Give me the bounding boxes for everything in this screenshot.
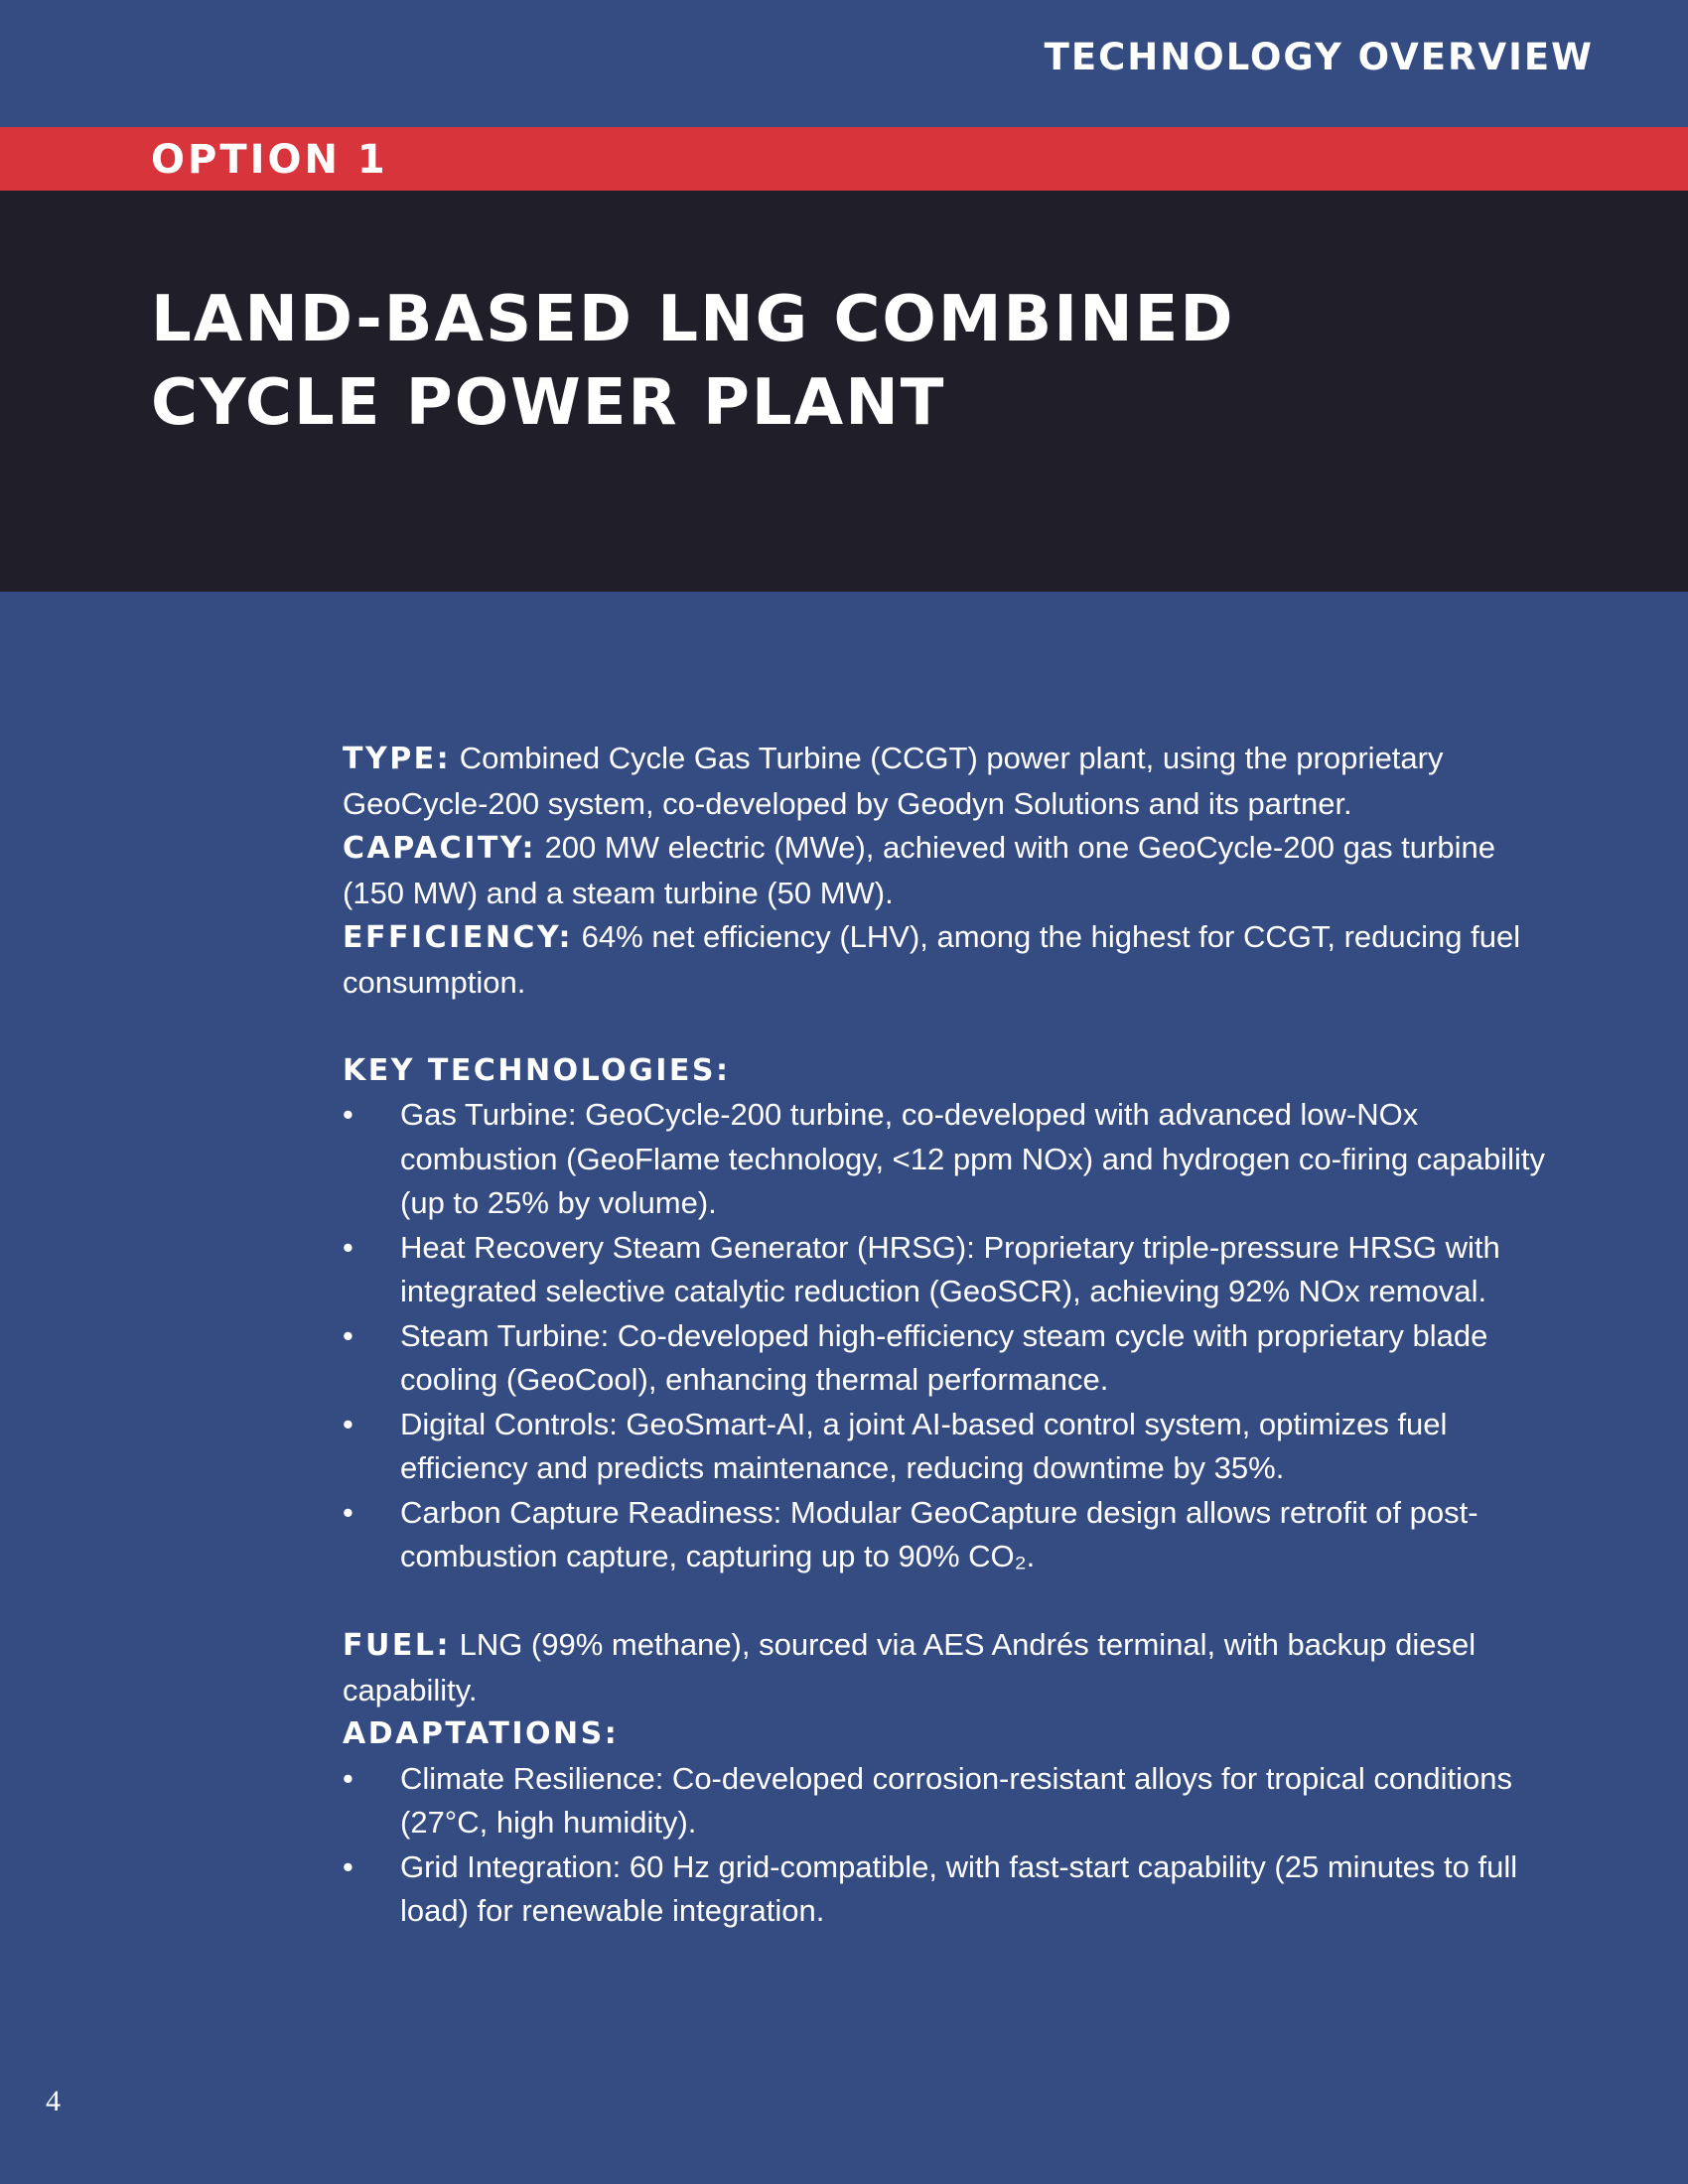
bullet-icon: •	[343, 1317, 353, 1353]
bullet-icon: •	[343, 1760, 353, 1796]
bullet-icon: •	[343, 1097, 353, 1132]
option-band	[0, 127, 1688, 191]
efficiency-paragraph	[343, 915, 1554, 1005]
list-item-text: Steam Turbine: Co-developed high-efficiency steam cycle with proprietary blade cooling (GeoCool), enhancing thermal performance.	[400, 1317, 1488, 1397]
list-item-text: Heat Recovery Steam Generator (HRSG): Proprietary triple-pressure HRSG with integrated selective catalytic reduction (GeoSCR), achieving 92% NOx removal.	[400, 1229, 1500, 1308]
adaptations-list	[343, 1757, 1554, 1934]
fuel-paragraph	[343, 1623, 1554, 1712]
page-title	[151, 278, 1442, 445]
spacer	[343, 1579, 1554, 1624]
title-panel	[0, 191, 1688, 592]
list-item	[343, 1093, 1554, 1226]
efficiency-label: EFFICIENCY:	[343, 920, 574, 955]
capacity-paragraph	[343, 826, 1554, 915]
bullet-icon: •	[343, 1494, 353, 1530]
list-item-text: Gas Turbine: GeoCycle-200 turbine, co-developed with advanced low-NOx combustion (GeoFlame technology, <12 ppm NOx) and hydrogen co-firing capability (up to 25% by volume).	[400, 1097, 1546, 1220]
capacity-text: 200 MW electric (MWe), achieved with one GeoCycle-200 gas turbine (150 MW) and a steam turbine (50 MW).	[343, 830, 1495, 910]
list-item	[343, 1757, 1554, 1845]
key-technologies-list	[343, 1093, 1554, 1579]
spacer	[343, 1005, 1554, 1049]
capacity-label: CAPACITY:	[343, 831, 536, 866]
list-item-text: Grid Integration: 60 Hz grid-compatible, with fast-start capability (25 minutes to full load) for renewable integration.	[400, 1848, 1518, 1928]
type-label: TYPE:	[343, 742, 452, 776]
list-item	[343, 1491, 1554, 1579]
page-title-line-1: LAND-BASED LNG COMBINED	[151, 283, 1235, 356]
list-item	[343, 1403, 1554, 1491]
bullet-icon: •	[343, 1406, 353, 1441]
efficiency-text: 64% net efficiency (LHV), among the highest for CCGT, reducing fuel consumption.	[343, 919, 1521, 1000]
list-item-text: Digital Controls: GeoSmart-AI, a joint AI-based control system, optimizes fuel efficiency and predicts maintenance, reducing downtime by 35%.	[400, 1406, 1448, 1485]
type-paragraph	[343, 737, 1554, 826]
page-title-line-2: CYCLE POWER PLANT	[151, 366, 946, 440]
page-number: 4	[46, 2085, 61, 2117]
bullet-icon: •	[343, 1229, 353, 1265]
list-item-text: Carbon Capture Readiness: Modular GeoCapture design allows retrofit of post-combustion capture, capturing up to 90% CO₂.	[400, 1494, 1478, 1573]
type-text: Combined Cycle Gas Turbine (CCGT) power plant, using the proprietary GeoCycle-200 system, co-developed by Geodyn Solutions and its partner.	[343, 741, 1444, 821]
option-label: OPTION 1	[151, 137, 388, 183]
list-item	[343, 1314, 1554, 1403]
bullet-icon: •	[343, 1848, 353, 1884]
section-label: TECHNOLOGY OVERVIEW	[1044, 36, 1594, 78]
fuel-label: FUEL:	[343, 1628, 451, 1663]
list-item	[343, 1845, 1554, 1934]
header-bar	[0, 0, 1688, 127]
list-item-text: Climate Resilience: Co-developed corrosion-resistant alloys for tropical conditions (27°C, high humidity).	[400, 1760, 1512, 1840]
list-item	[343, 1226, 1554, 1314]
fuel-text: LNG (99% methane), sourced via AES Andrés terminal, with backup diesel capability.	[343, 1627, 1477, 1707]
adaptations-heading: ADAPTATIONS:	[343, 1716, 620, 1751]
key-technologies-heading: KEY TECHNOLOGIES:	[343, 1052, 731, 1088]
content-body	[343, 737, 1554, 1934]
